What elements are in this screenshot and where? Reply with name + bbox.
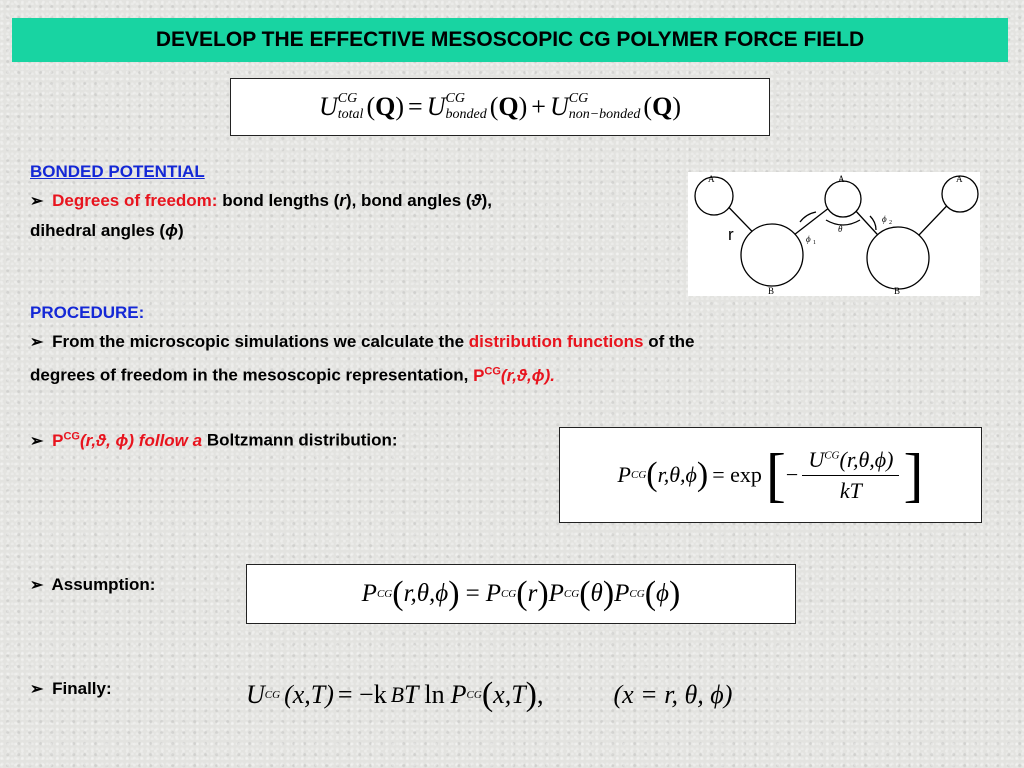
arrow-bullet-icon: ➢ [30, 432, 44, 450]
finally-bullet: ➢ Finally: [30, 679, 112, 698]
total-potential-equation: U CG total ( Q ) = U CG bonded ( Q ) + U CG non−bonded ( Q ) [230, 78, 770, 136]
bonded-section: BONDED POTENTIAL ➢ Degrees of freedom: bond lengths (r), bond angles (ϑ), dihedral angles (ϕ) [30, 157, 670, 245]
boltzmann-bullet: ➢ $P^{CG}(r,ϑ$, ϕ) follow a Boltzmann distribution: [30, 430, 398, 450]
label-a-3: A [956, 174, 963, 184]
procedure-heading: PROCEDURE: [30, 303, 145, 322]
procedure-section: PROCEDURE: ➢ From the microscopic simulations we calculate the distribution functions of the degrees of freedom in the mesoscopic representation, $P^{CG}(r,ϑ,\phi)$. [30, 298, 930, 390]
label-b-1: B [768, 286, 775, 296]
label-b-2: B [894, 286, 901, 296]
assumption-bullet: ➢ Assumption: [30, 575, 156, 594]
arrow-bullet-icon: ➢ [30, 334, 44, 351]
final-equation: U CG (x,T) = −k B T ln P CG ( x,T ) , (x = r, θ, ϕ) [246, 676, 733, 713]
label-phi1: ϕ [806, 234, 811, 244]
label-phi2-sub: 2 [889, 220, 892, 226]
arrow-bullet-icon: ➢ [30, 681, 44, 698]
label-phi2: ϕ [882, 214, 887, 224]
bead-a-middle [825, 181, 861, 217]
slide-title: DEVELOP THE EFFECTIVE MESOSCOPIC CG POLYMER FORCE FIELD [12, 18, 1008, 62]
label-theta: θ [838, 224, 843, 234]
assumption-equation: P CG ( r,θ,ϕ ) = P CG ( r ) P CG ( θ ) P CG ( ϕ ) [246, 564, 796, 624]
boltzmann-equation: P CG ( r,θ,ϕ ) = exp [ − $\frac{U^{CG}(r,\theta,\phi)}{kT}$ ] [559, 427, 982, 523]
bead-diagram-svg [688, 172, 980, 296]
bead-b-left [741, 224, 803, 286]
label-a-1: A [708, 174, 715, 184]
arrow-bullet-icon: ➢ [30, 577, 44, 594]
bonded-heading: BONDED POTENTIAL [30, 162, 205, 181]
polymer-diagram [688, 172, 980, 296]
arrow-bullet-icon: ➢ [30, 193, 44, 210]
label-r: r [728, 225, 734, 244]
label-a-2: A [838, 174, 845, 184]
label-phi1-sub: 1 [813, 240, 816, 246]
bead-b-right [867, 227, 929, 289]
